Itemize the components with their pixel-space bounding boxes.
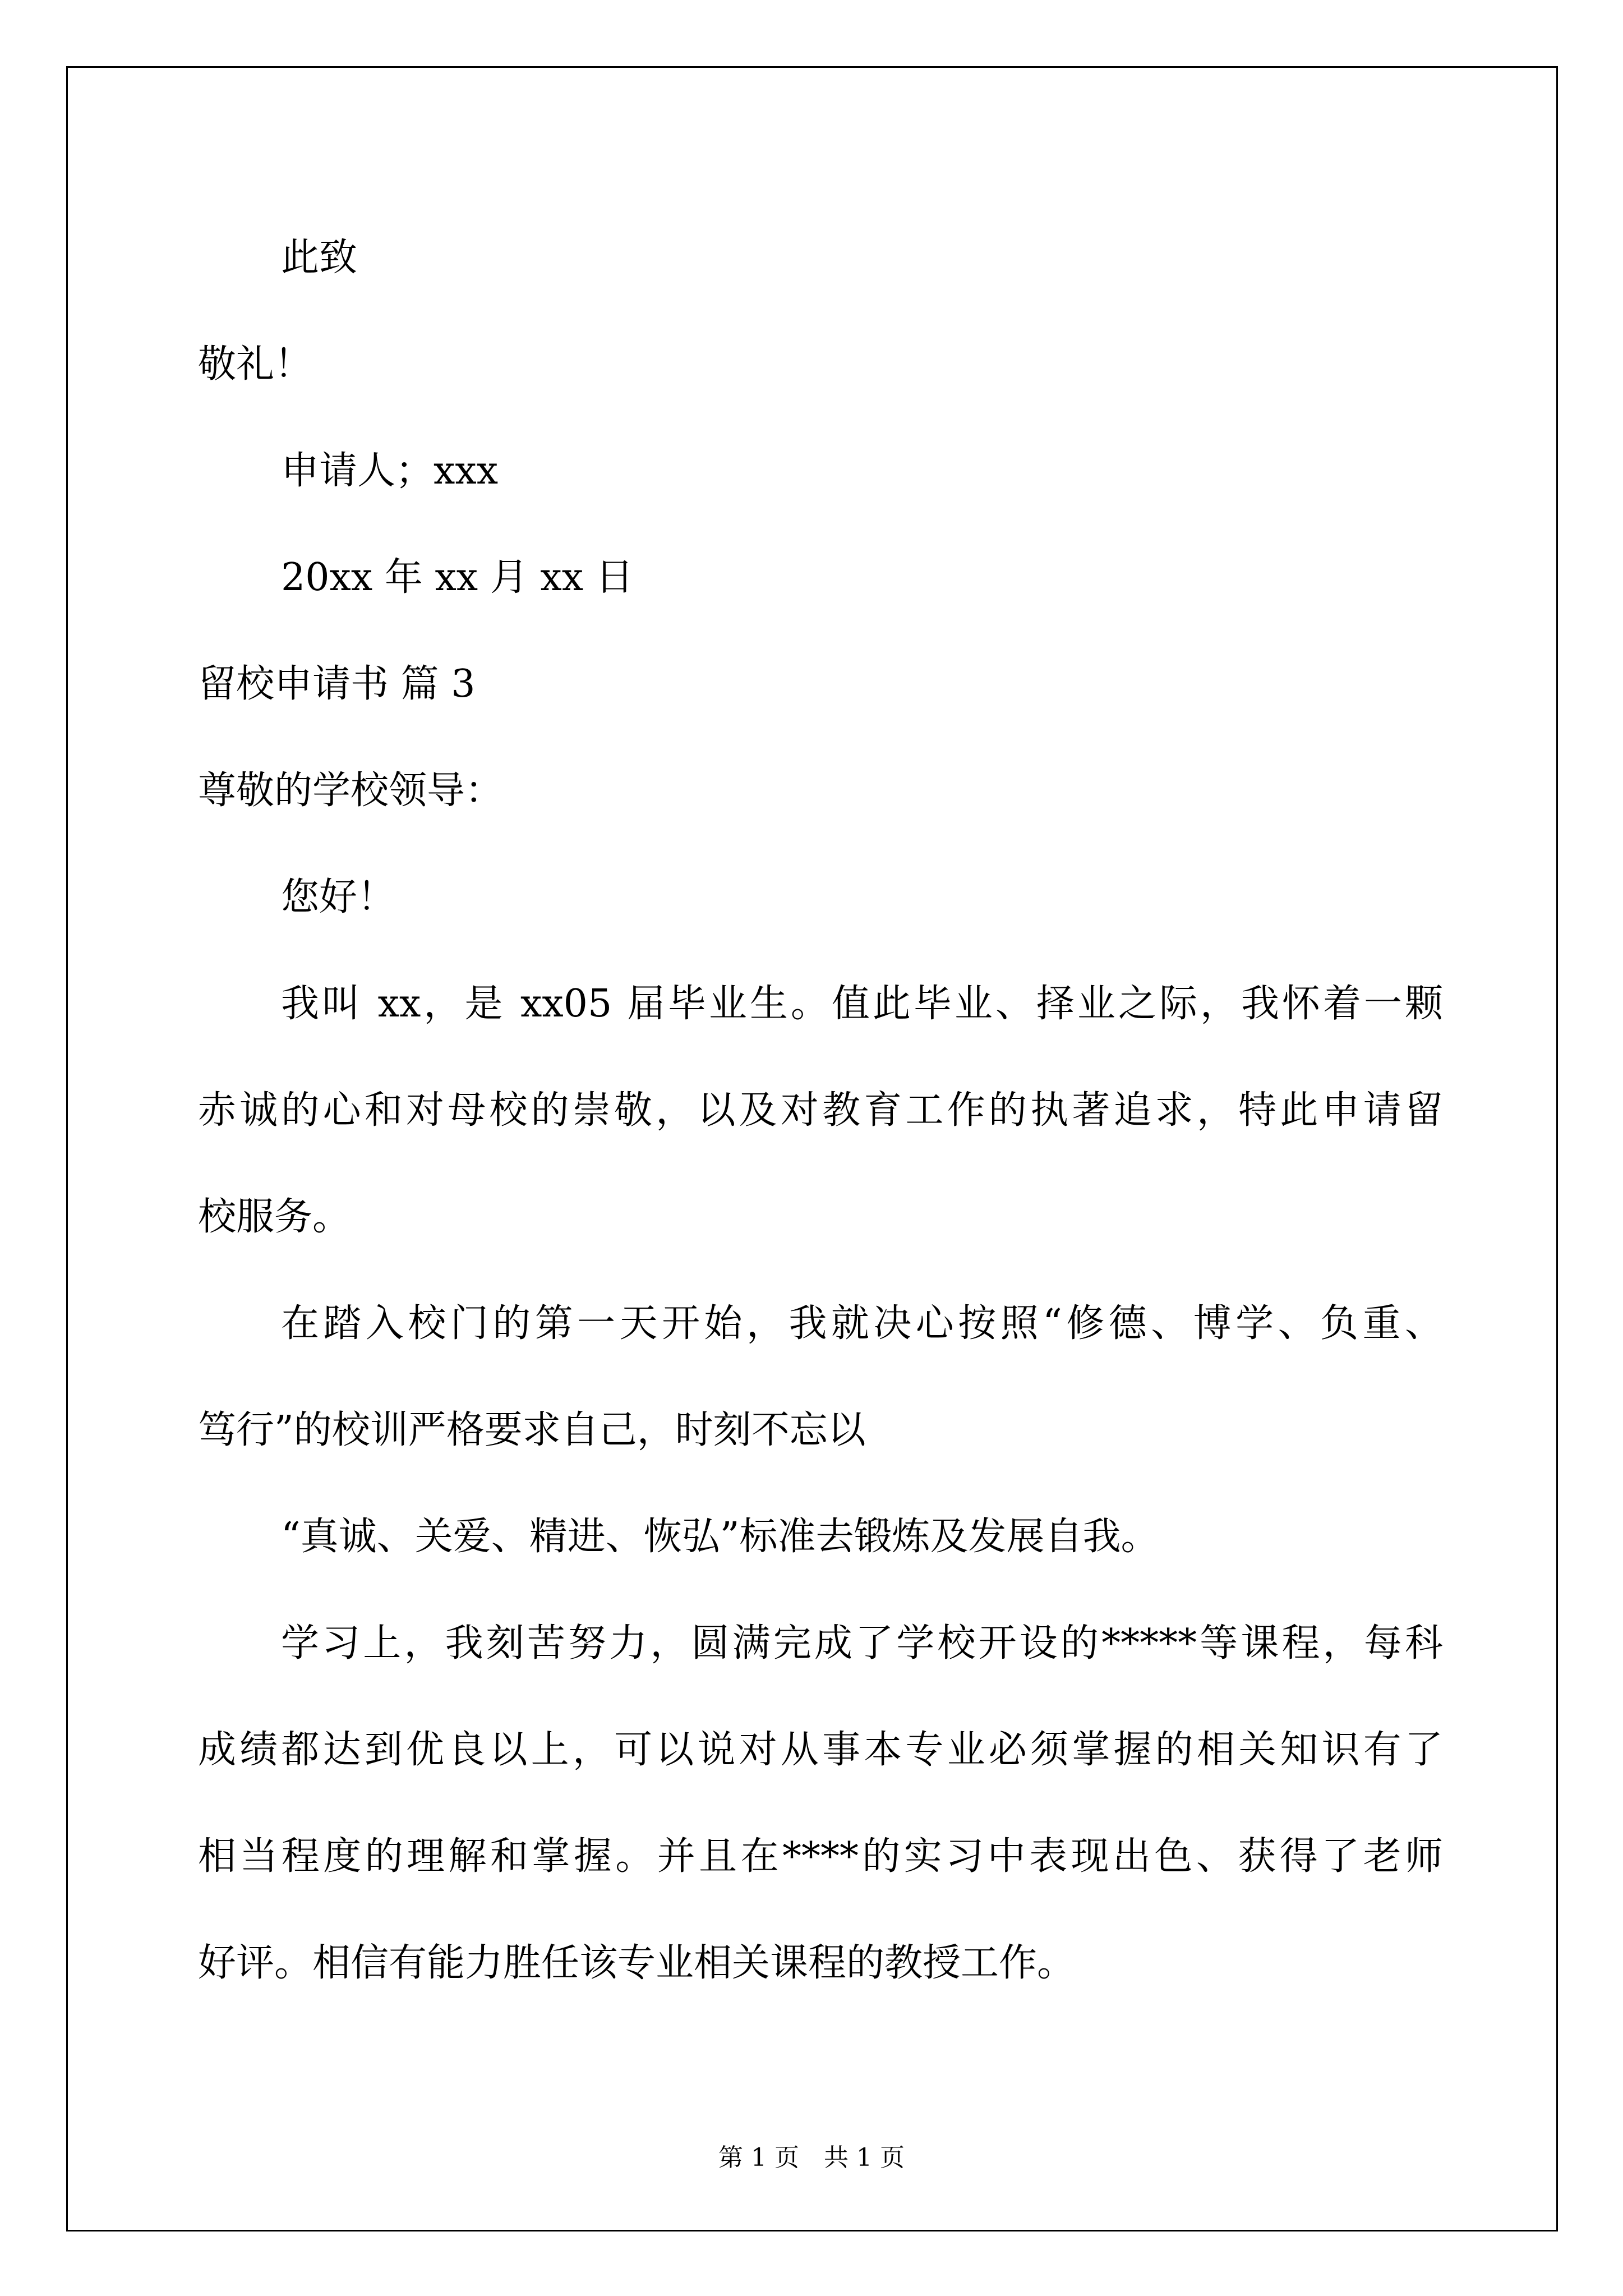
paragraph-line: 相当程度的理解和掌握。并且在****的实习中表现出色、获得了老师 <box>198 1834 1443 1879</box>
page-footer <box>0 2137 1623 2173</box>
greeting: 您好！ <box>281 875 396 919</box>
paragraph-line: “真诚、关爱、精进、恢弘”标准去锻炼及发展自我。 <box>281 1515 1159 1559</box>
paragraph-line: 我叫 xx，是 xx05 届毕业生。值此毕业、择业之际，我怀着一颗 <box>281 982 1443 1026</box>
paragraph-line: 校服务。 <box>198 1195 351 1239</box>
closing-salutation: 此致 <box>281 236 358 280</box>
paragraph-line: 笃行”的校训严格要求自己，时刻不忘以 <box>198 1408 866 1452</box>
date-line: 20xx 年 xx 月 xx 日 <box>281 555 634 600</box>
page-total: 共 1 页 <box>824 2143 905 2172</box>
paragraph-line: 好评。相信有能力胜任该专业相关课程的教授工作。 <box>198 1941 1076 1985</box>
page-number: 第 1 页 <box>718 2143 799 2172</box>
paragraph-line: 成绩都达到优良以上，可以说对从事本专业必须掌握的相关知识有了 <box>198 1728 1443 1772</box>
section-title: 留校申请书 篇 3 <box>198 662 476 706</box>
paragraph-line: 学习上，我刻苦努力，圆满完成了学校开设的*****等课程，每科 <box>281 1621 1443 1665</box>
paragraph-line: 在踏入校门的第一天开始，我就决心按照“修德、博学、负重、 <box>281 1301 1443 1346</box>
paragraph-line: 赤诚的心和对母校的崇敬，以及对教育工作的执著追求，特此申请留 <box>198 1088 1443 1133</box>
closing-regards: 敬礼！ <box>198 342 313 386</box>
greeting-addressee: 尊敬的学校领导： <box>198 769 504 813</box>
document-body <box>198 205 1443 2017</box>
applicant-line: 申请人；xxx <box>281 449 499 493</box>
